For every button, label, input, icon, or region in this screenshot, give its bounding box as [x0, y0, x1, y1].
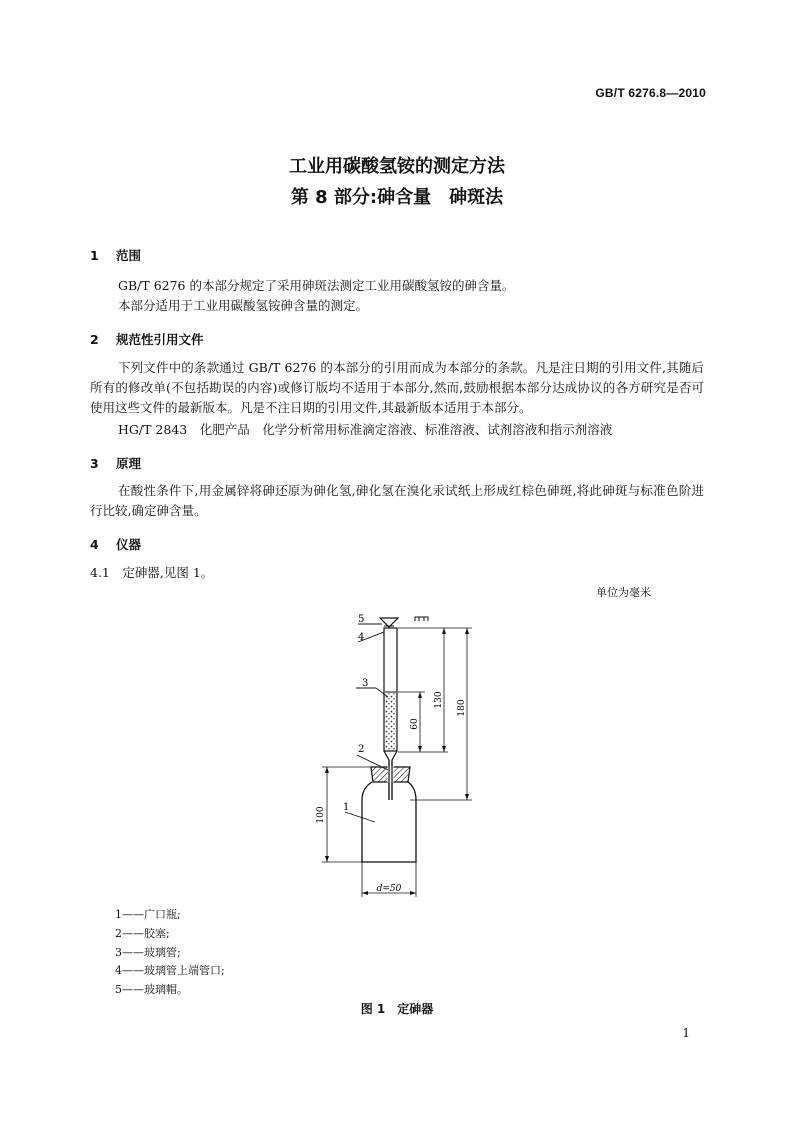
label-3: 3	[362, 678, 369, 689]
section-1-para-1: GB/T 6276 的本部分规定了采用砷斑法测定工业用碳酸氢铵的砷含量。	[118, 278, 515, 293]
section-1-number: 1	[90, 248, 99, 263]
packing-fill	[385, 692, 396, 751]
dim-130: 130	[434, 691, 444, 709]
section-1-title: 范围	[116, 248, 142, 263]
section-4-item-1: 4.1 定砷器,见图 1。	[90, 565, 214, 580]
page-number: 1	[682, 1026, 690, 1040]
legend-item-5: 5——玻璃帽。	[115, 983, 188, 996]
section-2-para-1: 下列文件中的条款通过 GB/T 6276 的本部分的引用而成为本部分的条款。凡是注日期的引用文件,其随后所有的修改单(不包括勘误的内容)或修订版均不适用于本部分,然而,鼓励根据本部分达成协议的各方研究是否可使用这些文件的最新版本。凡是不注日期的引用文件,其最新版本适用于本部分。	[90, 360, 704, 415]
legend-item-1: 1——广口瓶;	[115, 908, 181, 921]
figure-caption: 图 1 定砷器	[360, 1002, 434, 1016]
section-2-title: 规范性引用文件	[116, 332, 204, 347]
title-line1: 工业用碳酸氢铵的测定方法	[289, 156, 505, 177]
label-1: 1	[343, 802, 350, 813]
title-line2: 第 8 部分:砷含量 砷斑法	[290, 187, 504, 208]
unit-note: 单位为毫米	[596, 586, 651, 599]
section-2-reference: HG/T 2843 化肥产品 化学分析常用标准滴定溶液、标准溶液、试剂溶液和指示剂溶液	[118, 422, 613, 437]
section-3-title: 原理	[116, 456, 142, 471]
dim-180: 180	[457, 699, 467, 717]
section-2-number: 2	[90, 332, 99, 347]
dim-d: d=50	[376, 884, 402, 894]
section-3-number: 3	[90, 456, 99, 471]
label-2: 2	[358, 744, 365, 755]
label-4: 4	[358, 632, 365, 643]
section-3-para-1: 在酸性条件下,用金属锌将砷还原为砷化氢,砷化氢在溴化汞试纸上形成红棕色砷斑,将此砷斑与标准色阶进行比较,确定砷含量。	[90, 483, 704, 518]
dim-60: 60	[410, 718, 420, 730]
legend-item-4: 4——玻璃管上端管口;	[115, 964, 225, 977]
section-1-para-2: 本部分适用于工业用碳酸氢铵砷含量的测定。	[118, 298, 369, 313]
section-4-title: 仪器	[116, 537, 142, 552]
standard-code: GB/T 6276.8—2010	[595, 86, 706, 100]
legend-item-2: 2——胶塞;	[115, 927, 170, 940]
dim-100: 100	[316, 806, 326, 824]
legend-item-3: 3——玻璃管;	[115, 946, 181, 959]
section-4-number: 4	[90, 537, 99, 552]
paper-strip-mark	[415, 617, 428, 621]
label-5: 5	[358, 614, 365, 625]
